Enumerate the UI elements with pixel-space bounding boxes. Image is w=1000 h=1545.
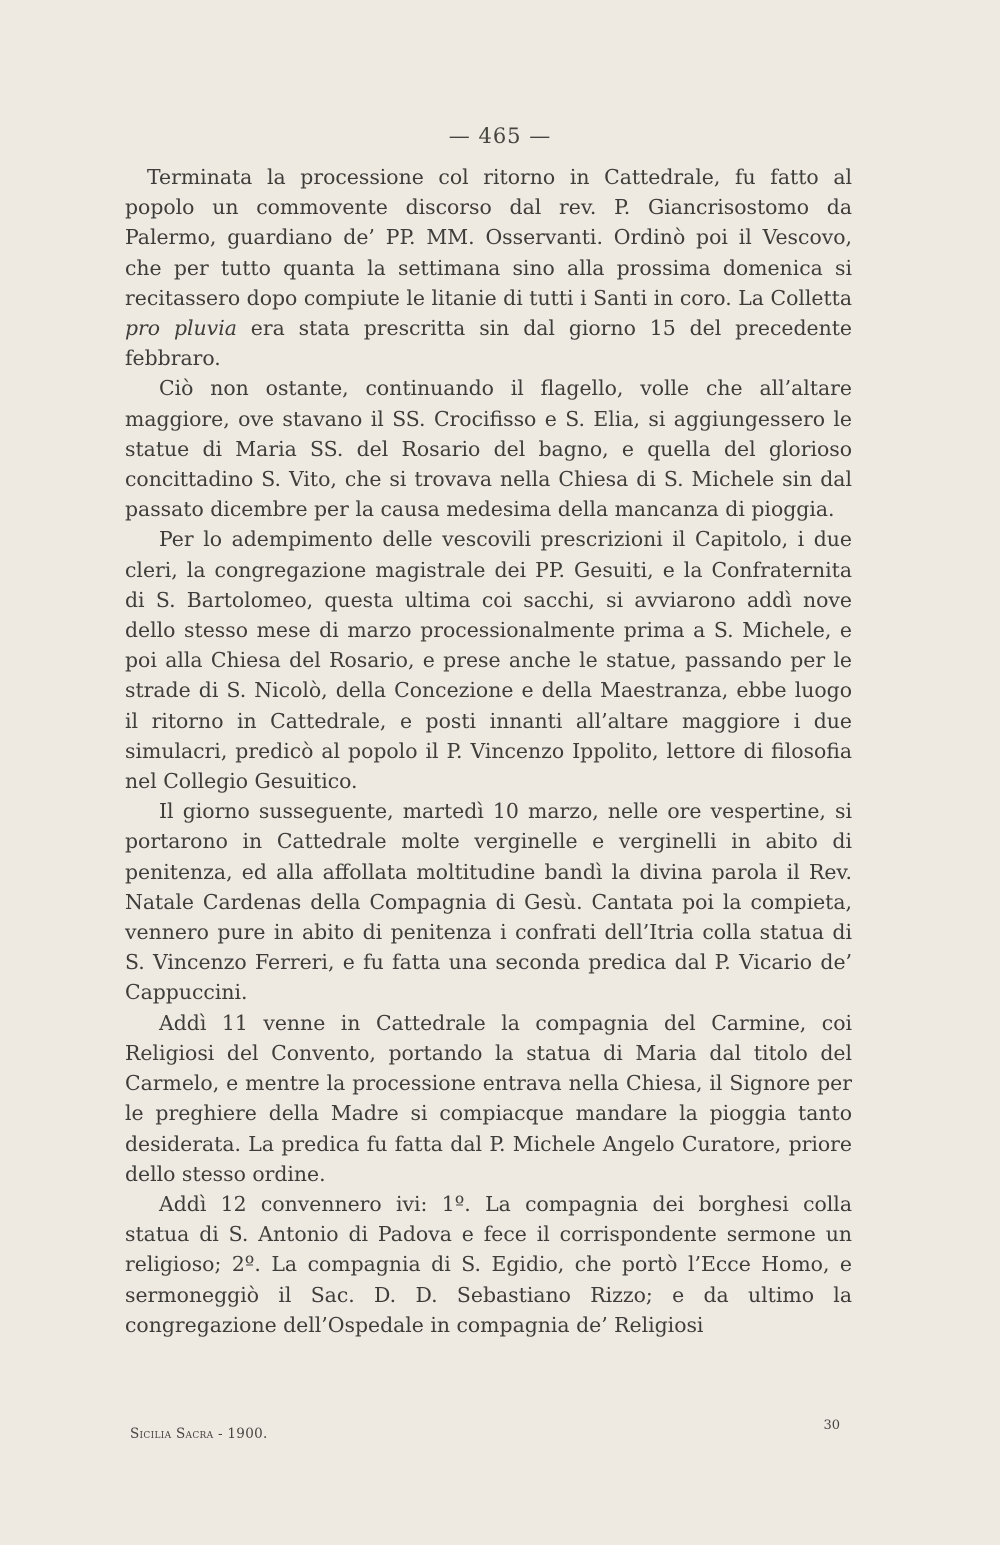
paragraph: Il giorno susseguente, martedì 10 marzo, nelle ore vespertine, si portarono in Cattedrale molte verginelle e verginelli in abito di penitenza, ed alla affollata moltitudine bandì la divina parola il Rev. Natale Cardenas della Compagnia di Gesù. Cantata poi la compieta, vennero pure in abito di penitenza i confrati dell’Itria colla statua di S. Vincenzo Ferreri, e fu fatta una seconda predica dal P. Vicario de’ Cappuccini. [125, 799, 852, 1005]
page-footer [130, 1418, 840, 1448]
signature-mark: 30 [823, 1418, 840, 1433]
paragraph: Addì 12 convennero ivi: 1º. La compagnia dei borghesi colla statua di S. Antonio di Padova e fece il corrispondente sermone un religioso; 2º. La compagnia di S. Egidio, che portò l’Ecce Homo, e sermoneggiò il Sac. D. D. Sebastiano Rizzo; e da ultimo la congregazione dell’Ospedale in compagnia de’ Religiosi [125, 1191, 852, 1337]
paragraph [125, 162, 852, 373]
page-number: — 465 — [448, 124, 552, 148]
paragraph-text: era stata prescritta sin dal giorno 15 del precedente febbraro. [125, 316, 852, 371]
running-footer-title: Sicilia Sacra - 1900. [130, 1426, 268, 1442]
paragraph: Addì 11 venne in Cattedrale la compagnia del Carmine, coi Religiosi del Convento, portando la statua di Maria dal titolo del Carmelo, e mentre la processione entrava nella Chiesa, il Signore per le preghiere della Madre si compiacque mandare la pioggia tanto desiderata. La predica fu fatta dal P. Michele Angelo Curatore, priore dello stesso ordine. [125, 1010, 852, 1186]
italic-phrase: pro pluvia [125, 316, 237, 341]
body-text [125, 162, 852, 1340]
paragraph: Per lo adempimento delle vescovili prescrizioni il Capitolo, i due cleri, la congregazione magistrale dei PP. Gesuiti, e la Confraternita di S. Bartolomeo, questa ultima coi sacchi, si avviarono addì nove dello stesso mese di marzo processionalmente prima a S. Michele, e poi alla Chiesa del Rosario, e prese anche le statue, passando per le strade di S. Nicolò, della Concezione e della Maestranza, ebbe luogo il ritorno in Cattedrale, e posti innanti all’altare maggiore i due simulacri, predicò al popolo il P. Vincenzo Ippolito, lettore di filosofia nel Collegio Gesuitico. [125, 527, 852, 794]
paragraph: Ciò non ostante, continuando il flagello, volle che all’altare maggiore, ove stavano il SS. Crocifisso e S. Elia, si aggiungessero le statue di Maria SS. del Rosario del bagno, e quella del glorioso concittadino S. Vito, che si trovava nella Chiesa di S. Michele sin dal passato dicembre per la causa medesima della mancanza di pioggia. [125, 376, 852, 522]
paragraph-text: Terminata la processione col ritorno in Cattedrale, fu fatto al popolo un commovente discorso dal rev. P. Giancrisostomo da Palermo, guardiano de’ PP. MM. Osservanti. Ordinò poi il Vescovo, che per tutto quanta la settimana sino alla prossima domenica si recitassero dopo compiute le litanie di tutti i Santi in coro. La Colletta [125, 165, 852, 310]
